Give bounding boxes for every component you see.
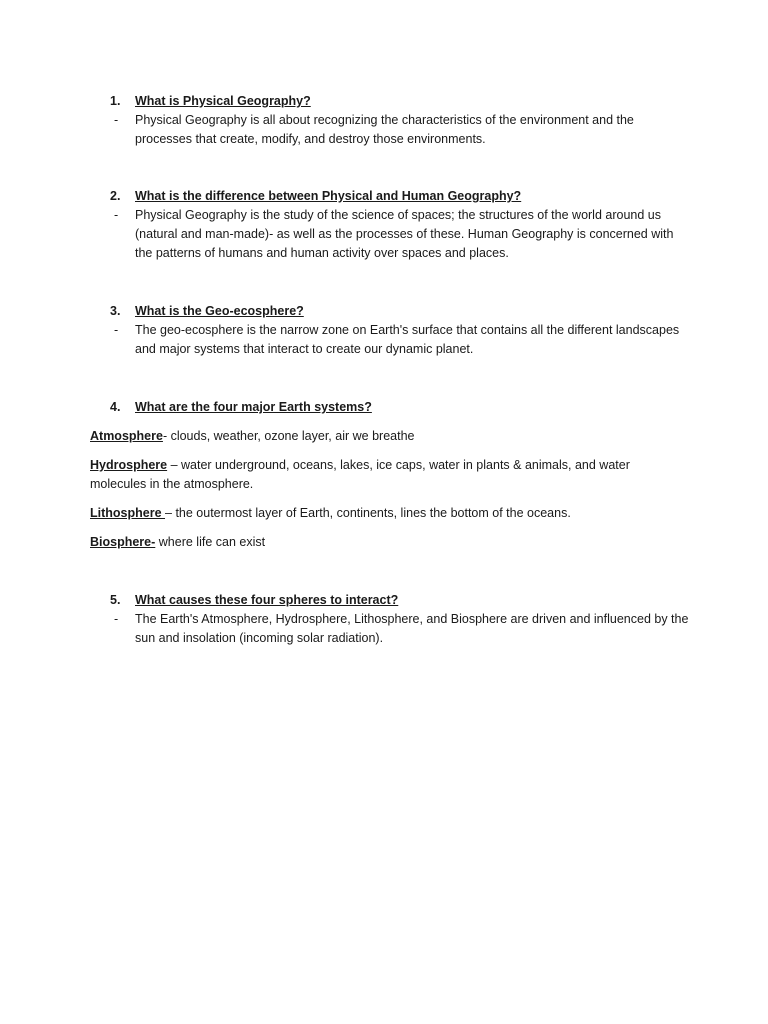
sphere-term: Hydrosphere bbox=[90, 458, 168, 472]
sphere-term: Biosphere- bbox=[90, 535, 156, 549]
answer-3-text: The geo-ecosphere is the narrow zone on Earth's surface that contains all the different landscapes and major systems that interact to create our dynamic planet. bbox=[135, 323, 680, 356]
question-5-heading bbox=[110, 591, 710, 610]
bullet-dash: - bbox=[114, 612, 119, 626]
answer-5-text: The Earth's Atmosphere, Hydrosphere, Lithosphere, and Biosphere are driven and influenced by the sun and insolation (incoming solar radiation). bbox=[135, 612, 689, 645]
question-3-number: 3. bbox=[110, 304, 121, 318]
bullet-dash: - bbox=[114, 113, 119, 127]
answer-3 bbox=[110, 321, 690, 359]
answer-1 bbox=[110, 111, 690, 149]
sphere-atmosphere bbox=[90, 427, 670, 446]
question-2-text: What is the difference between Physical and Human Geography? bbox=[135, 189, 522, 203]
answer-2-text: Physical Geography is the study of the science of spaces; the structures of the world around us (natural and man-made)- as well as the processes of these. Human Geography is concerned with the patterns of humans and human activity over spaces and places. bbox=[135, 208, 674, 260]
bullet-dash: - bbox=[114, 323, 119, 337]
sphere-description: where life can exist bbox=[155, 535, 266, 549]
answer-2 bbox=[110, 206, 690, 263]
bullet-dash: - bbox=[114, 208, 119, 222]
answer-5 bbox=[110, 610, 690, 648]
sphere-description: - clouds, weather, ozone layer, air we breathe bbox=[162, 429, 415, 443]
question-4-text: What are the four major Earth systems? bbox=[135, 400, 372, 414]
sphere-description: – water underground, oceans, lakes, ice caps, water in plants & animals, and water molecules in the atmosphere. bbox=[90, 458, 630, 491]
sphere-biosphere bbox=[90, 533, 670, 552]
question-5-text: What causes these four spheres to interact? bbox=[135, 593, 399, 607]
sphere-hydrosphere bbox=[90, 456, 670, 494]
question-5-number: 5. bbox=[110, 593, 121, 607]
sphere-lithosphere bbox=[90, 504, 670, 523]
sphere-term: Lithosphere bbox=[90, 506, 166, 520]
question-2-number: 2. bbox=[110, 189, 121, 203]
sphere-term: Atmosphere bbox=[90, 429, 163, 443]
question-1-heading bbox=[110, 92, 710, 111]
question-3-heading bbox=[110, 302, 710, 321]
question-3-text: What is the Geo-ecosphere? bbox=[135, 304, 304, 318]
question-1-number: 1. bbox=[110, 94, 121, 108]
question-4-heading bbox=[110, 398, 710, 417]
answer-1-text: Physical Geography is all about recognizing the characteristics of the environment and the processes that create, modify, and destroy those environments. bbox=[135, 113, 634, 146]
question-4-number: 4. bbox=[110, 400, 121, 414]
question-1-text: What is Physical Geography? bbox=[135, 94, 311, 108]
question-2-heading bbox=[110, 187, 710, 206]
sphere-description: – the outermost layer of Earth, continents, lines the bottom of the oceans. bbox=[165, 506, 571, 520]
